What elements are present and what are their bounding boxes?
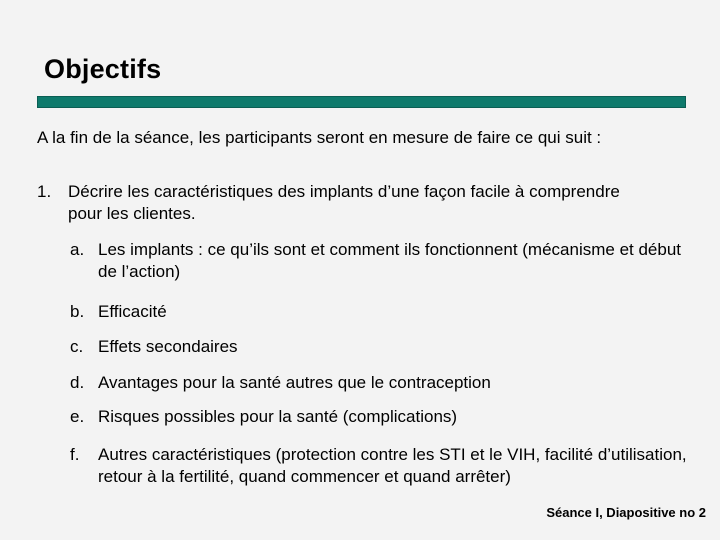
intro-text: A la fin de la séance, les participants seront en mesure de faire ce qui suit :: [37, 128, 602, 147]
sub-item-text: Les implants : ce qu’ils sont et comment ils fonctionnent (mécanisme et début de l’action): [98, 240, 682, 281]
sub-item-letter: d.: [70, 373, 85, 392]
title-divider-bar: [37, 96, 686, 108]
slide-footer: Séance I, Diapositive no 2: [546, 505, 706, 520]
sub-item-letter: a.: [70, 240, 85, 259]
sub-item-text: Autres caractéristiques (protection contre les STI et le VIH, facilité d’utilisation, retour à la fertilité, quand commencer et quand arrêter): [98, 445, 687, 486]
sub-item-letter: b.: [70, 302, 85, 321]
sub-item-text: Risques possibles pour la santé (complications): [98, 407, 458, 426]
list-item-number: 1.: [37, 182, 52, 201]
list-item-text: Décrire les caractéristiques des implants d’une façon facile à comprendre pour les clientes.: [68, 182, 620, 223]
sub-item-letter: c.: [70, 337, 84, 356]
sub-item-text: Avantages pour la santé autres que le contraception: [98, 373, 491, 392]
sub-item-letter: f.: [70, 445, 80, 464]
slide-title: Objectifs: [44, 54, 162, 84]
sub-item-text: Efficacité: [98, 302, 167, 321]
sub-item-letter: e.: [70, 407, 85, 426]
sub-item-text: Effets secondaires: [98, 337, 238, 356]
